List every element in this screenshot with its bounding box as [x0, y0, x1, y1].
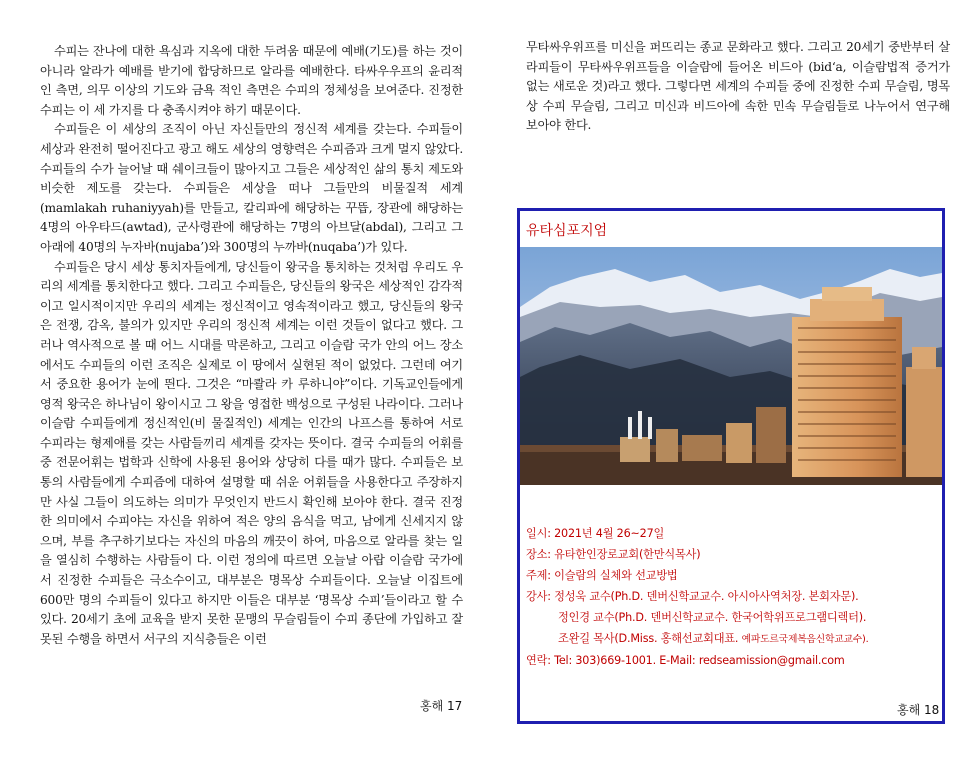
ad-date: 일시: 2021년 4월 26~27일 [526, 527, 665, 540]
left-body-text [40, 42, 463, 649]
city-mountain-photo-icon [520, 247, 942, 485]
ad-speaker-1: 강사: 정성욱 교수(Ph.D. 덴버신학교교수. 아시아사역처장. 본회자문). [526, 590, 859, 603]
ad-contact: 연락: Tel: 303)669-1001. E-Mail: redseamission@gmail.com [526, 654, 845, 667]
symposium-ad-box [517, 208, 945, 724]
right-paragraph-1: 무타싸우위프를 미신을 퍼뜨리는 종교 문화라고 했다. 그리고 20세기 중반부터 살라피들이 무타싸우위프들을 이슬람에 들어온 비드아 (bid‘a, 이슬람법적 증거가 없는 새로운 것)라고 했다. 그렇다면 세계의 수피들 중에 진정한 수피 무슬림, 명목상 수피 무슬림, 그리고 미신과 비드아에 속한 민속 무슬림들로 나누어서 연구해 보아야 한다. [526, 40, 950, 133]
ad-details [526, 523, 942, 671]
left-paragraph-1: 수피는 잔나에 대한 욕심과 지옥에 대한 두려움 때문에 예배(기도)를 하는 것이 아니라 알라가 예배를 받기에 합당하므로 알라를 예배한다. 타싸우우프의 윤리적인 측면, 의무 이상의 기도와 금욕 적인 측면은 수피의 정체성을 보여준다. 진정한 수피는 이 세 가지를 다 충족시켜야 하기 때문이다. [40, 44, 463, 117]
ad-topic: 주제: 이슬람의 실체와 선교방법 [526, 569, 678, 582]
right-page-number: 홍해 18 [897, 703, 940, 717]
left-paragraph-2: 수피들은 이 세상의 조직이 아닌 자신들만의 정신적 세계를 갖는다. 수피들이 세상과 완전히 떨어진다고 광고 해도 세상의 영향력은 수피즘과 크게 멀지 않았다. 수피들의 수가 늘어날 때 쉐이크들이 많아지고 그들은 세상적인 삶의 통치 제도와 비슷한 제도를 갖는다. 수피들은 세상을 떠나 그들만의 비물질적 세계(mamlakah ruhaniyyah)를 만들고, 칼리파에 해당하는 꾸뜹, 장관에 해당하는 4명의 아우타드(awtad), 군사령관에 해당하는 7명의 아브달(abdal), 그리고 그 아래에 40명의 누자바(nujaba’)와 300명의 누까바(nuqaba’)가 있다. [40, 122, 463, 254]
left-paragraph-3: 수피들은 당시 세상 통치자들에게, 당신들이 왕국을 통치하는 것처럼 우리도 우리의 세계를 통치한다고 했다. 그리고 수피들은, 당신들의 왕국은 세상적인 감각적이고 일시적이지만 우리의 세계는 정신적이고 영속적이라고 했고, 당신들의 왕국은 전쟁, 감옥, 불의가 있지만 우리의 정신적 세계는 이런 것들이 없다고 했다. 그러나 역사적으로 볼 때 어느 시대를 막론하고, 그리고 이슬람 국가 안의 어느 장소에서도 수피들의 이런 조직은 실제로 이 땅에서 실현된 적이 없었다. 그런데 여기서 중요한 용어가 눈에 띈다. 그것은 “마콸라 카 루하니야”이다. 기독교인들에게 영적 왕국은 하나님이 왕이시고 그 왕을 영접한 백성으로 구성된 나라이다. 그러나 이슬람 수피들에게 정신적인(비 물질적인) 세계는 인간의 나프스를 통하여 서로 수피라는 형제애를 갖는 사람들끼리 세계를 갖자는 뜻이다. 결국 수피들의 어휘를 중 전문어휘는 법학과 신학에 사용된 용어와 상당히 다를 때가 많다. 수피들은 보통의 사람들에게 수피즘에 대하여 설명할 때 쉬운 어휘들을 사용한다고 주장하지만 사실 그들이 의도하는 의미가 무엇인지 반드시 확인해 보아야 한다. 결국 진정한 의미에서 수피야는 자신을 위하여 적은 양의 음식을 먹고, 남에게 신세지지 않으며, 부를 추구하기보다는 자신의 마음의 깨끗이 하여, 마음으로 알라를 찾는 일을 열심히 수행하는 사람들이 다. 이런 정의에 따르면 오늘날 아랍 이슬람 국가에서 진정한 수피들은 극소수이고, 대부분은 명목상 수피들이다. 오늘날 이집트에 600만 명의 수피들이 있다고 하지만 이들은 대부분 ‘명목상 수피’들이라고 할 수 있다. 20세기 초에 교육을 받지 못한 문맹의 무슬림들이 수피 종단에 가입하고 잘못된 수행을 하면서 서구의 지식층들은 이런 [40, 259, 463, 646]
ad-place: 장소: 유타한인장로교회(한만식목사) [526, 548, 701, 561]
right-body-text [526, 38, 950, 136]
ad-title: 유타심포지엄 [526, 223, 608, 239]
left-page-number: 홍해 17 [420, 699, 463, 713]
ad-speaker-3-main: 조완길 목사(D.Miss. 홍해선교회대표. [558, 632, 742, 645]
right-page [490, 0, 980, 759]
ad-speaker-3-affiliation: 예파도르국제복음신학교교수). [741, 634, 869, 645]
ad-speaker-2: 정인경 교수(Ph.D. 덴버신학교교수. 한국어학위프로그램디렉터). [558, 611, 867, 624]
ad-speaker-3 [526, 628, 942, 650]
